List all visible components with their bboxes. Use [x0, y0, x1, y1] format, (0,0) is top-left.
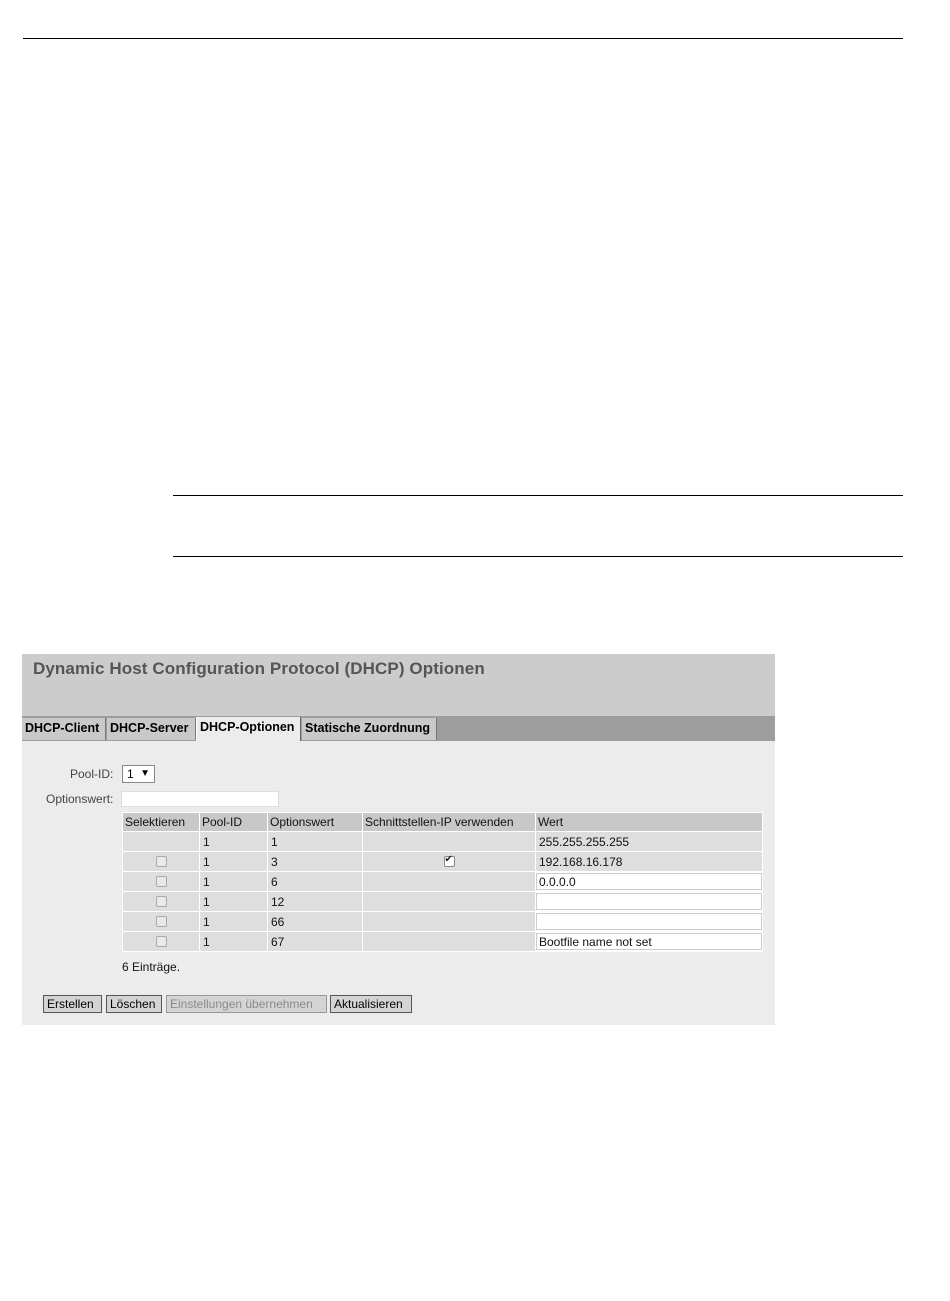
value-input[interactable]: [536, 913, 762, 930]
table-row: [123, 912, 763, 932]
use-interface-ip-cell: [363, 872, 536, 892]
table-row: [123, 932, 763, 952]
page-top-rule: [23, 38, 903, 39]
entry-count: 6 Einträge.: [122, 960, 181, 974]
option-value-label: Optionswert:: [46, 792, 114, 806]
table-row: [123, 852, 763, 872]
panel-header: [22, 654, 775, 716]
option-value-cell: 66: [268, 912, 363, 932]
tab-dhcp-server[interactable]: DHCP-Server: [107, 718, 196, 740]
select-checkbox[interactable]: [156, 876, 167, 887]
value-cell: 192.168.16.178: [536, 852, 763, 872]
note-rule-bottom: [173, 556, 903, 557]
col-header-pool-id: Pool-ID: [200, 813, 268, 832]
use-interface-ip-cell: [363, 932, 536, 952]
refresh-button[interactable]: Aktualisieren: [330, 995, 412, 1013]
create-button[interactable]: Erstellen: [43, 995, 102, 1013]
pool-id-cell: 1: [200, 872, 268, 892]
tab-dhcp-options[interactable]: DHCP-Optionen: [196, 717, 301, 741]
pool-id-cell: 1: [200, 932, 268, 952]
apply-settings-button[interactable]: Einstellungen übernehmen: [166, 995, 327, 1013]
dropdown-arrow-icon: ▼: [140, 768, 150, 779]
col-header-value: Wert: [536, 813, 763, 832]
table-row: [123, 872, 763, 892]
option-value-cell: 12: [268, 892, 363, 912]
select-checkbox[interactable]: [156, 896, 167, 907]
tab-static-assignment[interactable]: Statische Zuordnung: [302, 718, 437, 740]
option-value-cell: 67: [268, 932, 363, 952]
select-cell-empty: [123, 832, 200, 852]
pool-id-label: Pool-ID:: [70, 767, 114, 781]
dhcp-options-panel: [22, 654, 775, 1025]
table-header-row: [123, 813, 763, 832]
select-checkbox[interactable]: [156, 856, 167, 867]
pool-id-value: 1: [127, 767, 134, 781]
table-row: [123, 892, 763, 912]
use-interface-ip-cell: [363, 892, 536, 912]
use-interface-ip-checkbox[interactable]: [444, 856, 455, 867]
note-rule-top: [173, 495, 903, 496]
value-input[interactable]: [536, 893, 762, 910]
option-value-input[interactable]: [121, 791, 279, 807]
col-header-select: Selektieren: [123, 813, 200, 832]
select-checkbox[interactable]: [156, 916, 167, 927]
value-input[interactable]: Bootfile name not set: [536, 933, 762, 950]
use-interface-ip-cell: [363, 912, 536, 932]
option-value-cell: 3: [268, 852, 363, 872]
pool-id-select[interactable]: [122, 765, 155, 783]
tab-bar: [22, 716, 775, 741]
value-input[interactable]: 0.0.0.0: [536, 873, 762, 890]
select-checkbox[interactable]: [156, 936, 167, 947]
pool-id-cell: 1: [200, 892, 268, 912]
col-header-option-value: Optionswert: [268, 813, 363, 832]
table-row: [123, 832, 763, 852]
option-value-cell: 1: [268, 832, 363, 852]
tab-dhcp-client[interactable]: DHCP-Client: [22, 718, 106, 740]
col-header-use-interface-ip: Schnittstellen-IP verwenden: [363, 813, 536, 832]
option-value-cell: 6: [268, 872, 363, 892]
delete-button[interactable]: Löschen: [106, 995, 162, 1013]
value-cell: 255.255.255.255: [536, 832, 763, 852]
pool-id-cell: 1: [200, 912, 268, 932]
options-table: [122, 812, 763, 952]
use-interface-ip-cell: [363, 832, 536, 852]
page-title: Dynamic Host Configuration Protocol (DHCP) Optionen: [33, 659, 485, 678]
pool-id-cell: 1: [200, 852, 268, 872]
pool-id-cell: 1: [200, 832, 268, 852]
